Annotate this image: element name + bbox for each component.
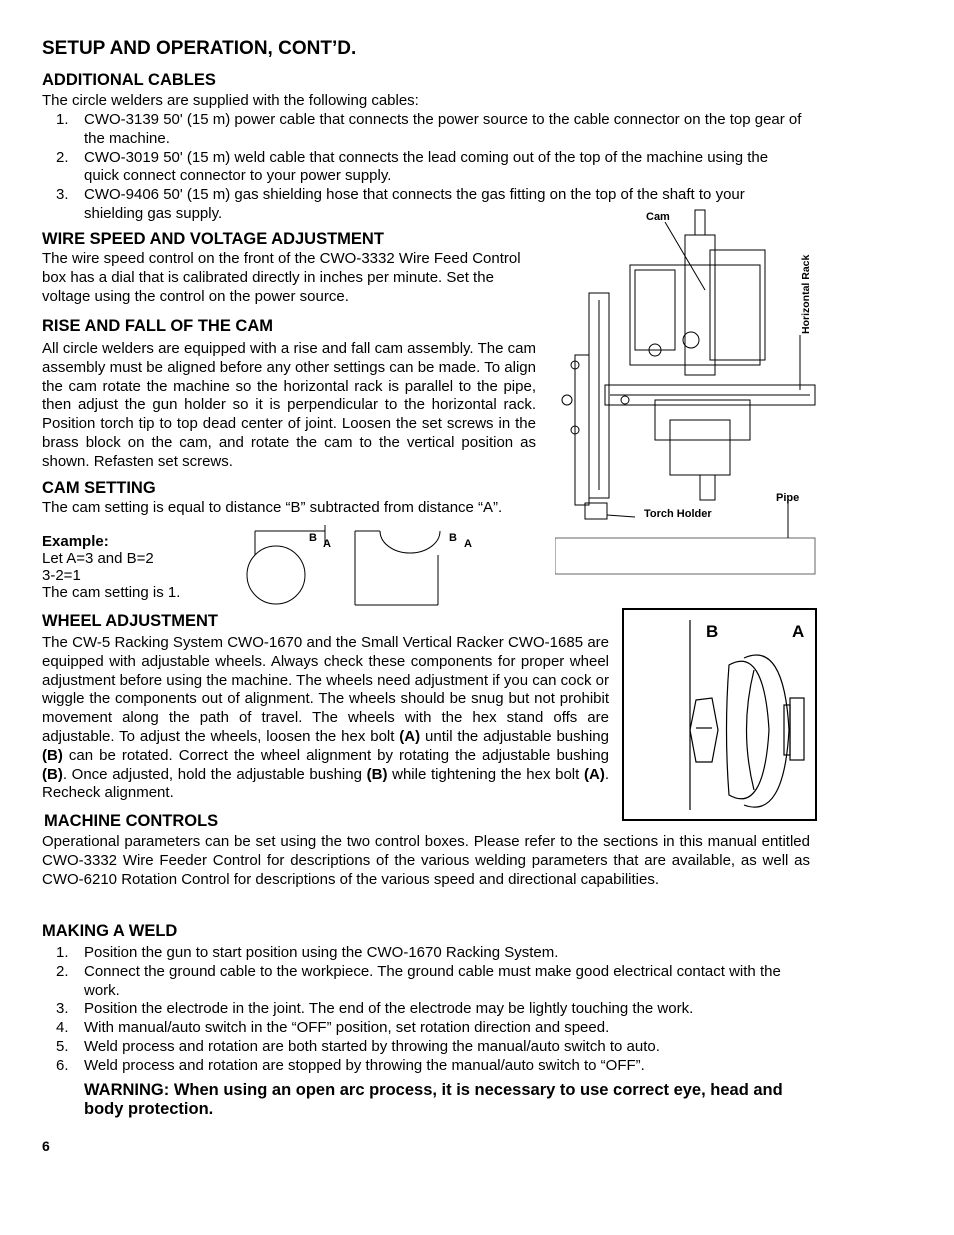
list-item: 6. Weld process and rotation are stopped by throwing the manual/auto switch to “OFF”. — [56, 1056, 645, 1074]
example-line: Let A=3 and B=2 — [42, 550, 154, 567]
wire-body: The wire speed control on the front of the CWO-3332 Wire Feed Control box has a dial that is calibrated directly in inches per minute. Set the voltage using the control on the power source. — [42, 250, 521, 305]
cam-setting-body: The cam setting is equal to distance “B” subtracted from distance “A”. — [42, 499, 503, 516]
section-heading-controls: MACHINE CONTROLS — [44, 812, 219, 830]
list-item: 3. CWO-9406 50' (15 m) gas shielding hose that connects the gas fitting on the top of the shaft to your shielding gas supply. — [56, 186, 745, 222]
wheel-label-b: B — [706, 622, 719, 641]
example-line: 3-2=1 — [42, 567, 81, 584]
page-number: 6 — [42, 1138, 50, 1154]
list-item: 1. Position the gun to start position using the CWO-1670 Racking System. — [56, 944, 559, 961]
fig-label-a: A — [464, 538, 472, 550]
section-heading-wire: WIRE SPEED AND VOLTAGE ADJUSTMENT — [42, 230, 384, 248]
cam-body: All circle welders are equipped with a rise and fall cam assembly. The cam assembly must be aligned before any other settings can be made. To align the cam rotate the machine so the horizontal rack is parallel to the pipe, then adjust the gun holder so it is perpendicular to the horizontal rack. Position torch tip to top dead center of joint. Loosen the set screws in the brass block on the cam, and rotate the cam to the vertical position as shown. Refasten set screws. — [42, 340, 536, 470]
example-label: Example: — [42, 533, 109, 550]
section-heading-weld: MAKING A WELD — [42, 922, 178, 940]
fig-label-b: B — [309, 532, 317, 544]
cables-intro: The circle welders are supplied with the following cables: — [42, 92, 419, 109]
page-title: SETUP AND OPERATION, CONT’D. — [42, 38, 357, 59]
weld-steps — [42, 944, 782, 1076]
list-item: 2. CWO-3019 50' (15 m) weld cable that connects the lead coming out of the top of the machine using the quick connect connector to your power supply. — [56, 148, 769, 185]
wheel-drawing — [624, 610, 815, 819]
wheel-body: The CW-5 Racking System CWO-1670 and the Small Vertical Racker CWO-1685 are equipped with adjustable wheels. Always check these components for proper wheel adjustment before using the machine. The wheels need adjustment if you can cock or wiggle the components out of alignment. The wheels should be snug but not prohibit movement along the path of travel. The wheels with the hex stand offs are adjustable. To adjust the wheels, loosen the hex bolt (A) until the adjustable bushing (B) can be rotated. Correct the wheel alignment by rotating the adjustable bushing (B). Once adjusted, hold the adjustable bushing (B) while tightening the hex bolt (A). Recheck alignment. — [42, 634, 609, 802]
list-item: 3. Position the electrode in the joint. The end of the electrode may be lightly touching the work. — [56, 1000, 694, 1018]
fig-label-a: A — [323, 538, 331, 550]
cam-setting-figure — [245, 525, 445, 610]
machine-diagram — [555, 205, 820, 580]
warning-text: WARNING: When using an open arc process, it is necessary to use correct eye, head and body protection. — [84, 1081, 783, 1118]
list-item: 2. Connect the ground cable to the workpiece. The ground cable must make good electrical contact with the work. — [56, 962, 781, 999]
wheel-label-a: A — [792, 622, 805, 641]
section-heading-wheel: WHEEL ADJUSTMENT — [42, 612, 219, 630]
fig-label-b: B — [449, 532, 457, 544]
section-heading-cam-setting: CAM SETTING — [42, 479, 156, 497]
list-item: 5. Weld process and rotation are both started by throwing the manual/auto switch to auto. — [56, 1037, 660, 1055]
controls-body: Operational parameters can be set using the two control boxes. Please refer to the sections in this manual entitled CWO-3332 Wire Feeder Control for descriptions of the various welding parameters that are available, as well as CWO-6210 Rotation Control for descriptions of the various speed and directional capabilities. — [42, 833, 810, 888]
section-heading-cables: ADDITIONAL CABLES — [42, 71, 216, 89]
list-item: 1. CWO-3139 50' (15 m) power cable that connects the power source to the cable connector on the top gear of the machine. — [56, 111, 802, 147]
cam-label: Cam — [646, 211, 670, 223]
horizontal-rack-label: Horizontal Rack — [800, 254, 812, 334]
section-heading-cam: RISE AND FALL OF THE CAM — [42, 317, 273, 335]
list-item: 4. With manual/auto switch in the “OFF” position, set rotation direction and speed. — [56, 1019, 610, 1037]
wheel-figure — [622, 608, 817, 821]
pipe-label: Pipe — [776, 492, 800, 504]
example-line: The cam setting is 1. — [42, 584, 181, 601]
torch-holder-label: Torch Holder — [644, 508, 712, 520]
